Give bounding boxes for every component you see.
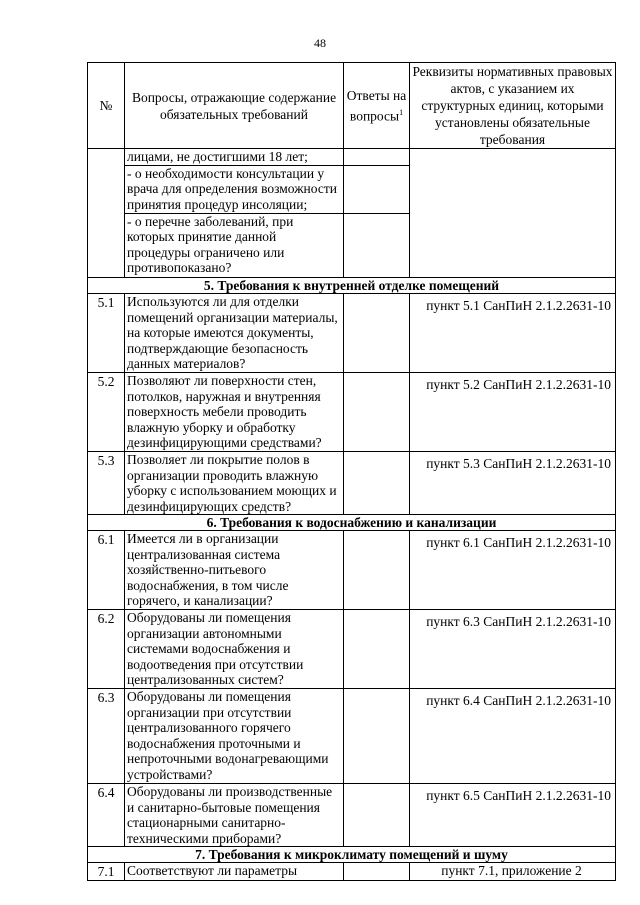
answer-cell — [344, 149, 410, 166]
row-ref: пункт 6.5 СанПиН 2.1.2.2631-10 — [410, 784, 616, 847]
row-ref: пункт 7.1, приложение 2 — [410, 863, 616, 881]
row-question: Позволяют ли поверхности стен, потолков, наружная и внутренняя поверхность мебели проводить влажную уборку и обработку дезинфицирующими средствами? — [125, 373, 344, 452]
row-question: Позволяет ли покрытие полов в организации проводить влажную уборку с использованием моющих и дезинфицирующих средств? — [125, 452, 344, 515]
table-row — [88, 689, 616, 784]
section-title: 7. Требования к микроклимату помещений и шуму — [88, 847, 616, 863]
header-answer-text: Ответы на вопросы — [346, 87, 407, 124]
header-num: № — [88, 63, 125, 149]
footnote-mark: 1 — [399, 107, 404, 117]
answer-cell — [344, 689, 410, 784]
section-row — [88, 515, 616, 531]
table-row — [88, 452, 616, 515]
row-num: 6.2 — [88, 610, 125, 689]
row-question: Оборудованы ли помещения организации при отсутствии централизованного горячего водоснабжения проточными и непроточными водонагревающими устройствами? — [125, 689, 344, 784]
row-question: Имеется ли в организации централизованная система хозяйственно-питьевого водоснабжения, в том числе горячего, и канализации? — [125, 531, 344, 610]
table-row — [88, 784, 616, 847]
row-ref: пункт 5.2 СанПиН 2.1.2.2631-10 — [410, 373, 616, 452]
row-question: лицами, не достигшими 18 лет; — [125, 149, 344, 166]
table-row — [88, 863, 616, 881]
answer-cell — [344, 294, 410, 373]
row-ref — [410, 149, 616, 278]
row-question: Оборудованы ли помещения организации автономными системами водоснабжения и водоотведения при отсутствии централизованных систем? — [125, 610, 344, 689]
answer-cell — [344, 610, 410, 689]
row-num: 5.3 — [88, 452, 125, 515]
row-num: 5.1 — [88, 294, 125, 373]
row-question: - о перечне заболеваний, при которых принятие данной процедуры ограничено или противопоказано? — [125, 213, 344, 277]
row-question: - о необходимости консультации у врача для определения возможности принятия процедур инсоляции; — [125, 165, 344, 213]
header-question: Вопросы, отражающие содержание обязательных требований — [125, 63, 344, 149]
row-num — [88, 149, 125, 278]
row-ref: пункт 5.3 СанПиН 2.1.2.2631-10 — [410, 452, 616, 515]
answer-cell — [344, 531, 410, 610]
answer-cell — [344, 213, 410, 277]
row-ref: пункт 5.1 СанПиН 2.1.2.2631-10 — [410, 294, 616, 373]
table-row — [88, 294, 616, 373]
answer-cell — [344, 784, 410, 847]
section-title: 6. Требования к водоснабжению и канализации — [88, 515, 616, 531]
page-number: 48 — [314, 36, 326, 50]
row-question: Используются ли для отделки помещений организации материалы, на которые имеются документы, подтверждающие безопасность данных материалов? — [125, 294, 344, 373]
table-header-row — [88, 63, 616, 149]
table-row — [88, 373, 616, 452]
section-title: 5. Требования к внутренней отделке помещений — [88, 278, 616, 294]
requirements-table — [87, 62, 616, 881]
answer-cell — [344, 863, 410, 881]
section-row — [88, 847, 616, 863]
row-ref: пункт 6.4 СанПиН 2.1.2.2631-10 — [410, 689, 616, 784]
answer-cell — [344, 373, 410, 452]
table-row — [88, 610, 616, 689]
answer-cell — [344, 165, 410, 213]
header-reference: Реквизиты нормативных правовых актов, с указанием их структурных единиц, которыми установлены обязательные требования — [410, 63, 616, 149]
row-num: 7.1 — [88, 863, 125, 881]
row-question: Оборудованы ли производственные и санитарно-бытовые помещения стационарными санитарно-техническими приборами? — [125, 784, 344, 847]
row-num: 6.4 — [88, 784, 125, 847]
answer-cell — [344, 452, 410, 515]
row-num: 6.1 — [88, 531, 125, 610]
row-ref: пункт 6.3 СанПиН 2.1.2.2631-10 — [410, 610, 616, 689]
row-num: 5.2 — [88, 373, 125, 452]
section-row — [88, 278, 616, 294]
header-answer — [344, 63, 410, 149]
row-num: 6.3 — [88, 689, 125, 784]
table-row — [88, 149, 616, 166]
table-row — [88, 531, 616, 610]
row-question: Соответствуют ли параметры — [125, 863, 344, 881]
row-ref: пункт 6.1 СанПиН 2.1.2.2631-10 — [410, 531, 616, 610]
